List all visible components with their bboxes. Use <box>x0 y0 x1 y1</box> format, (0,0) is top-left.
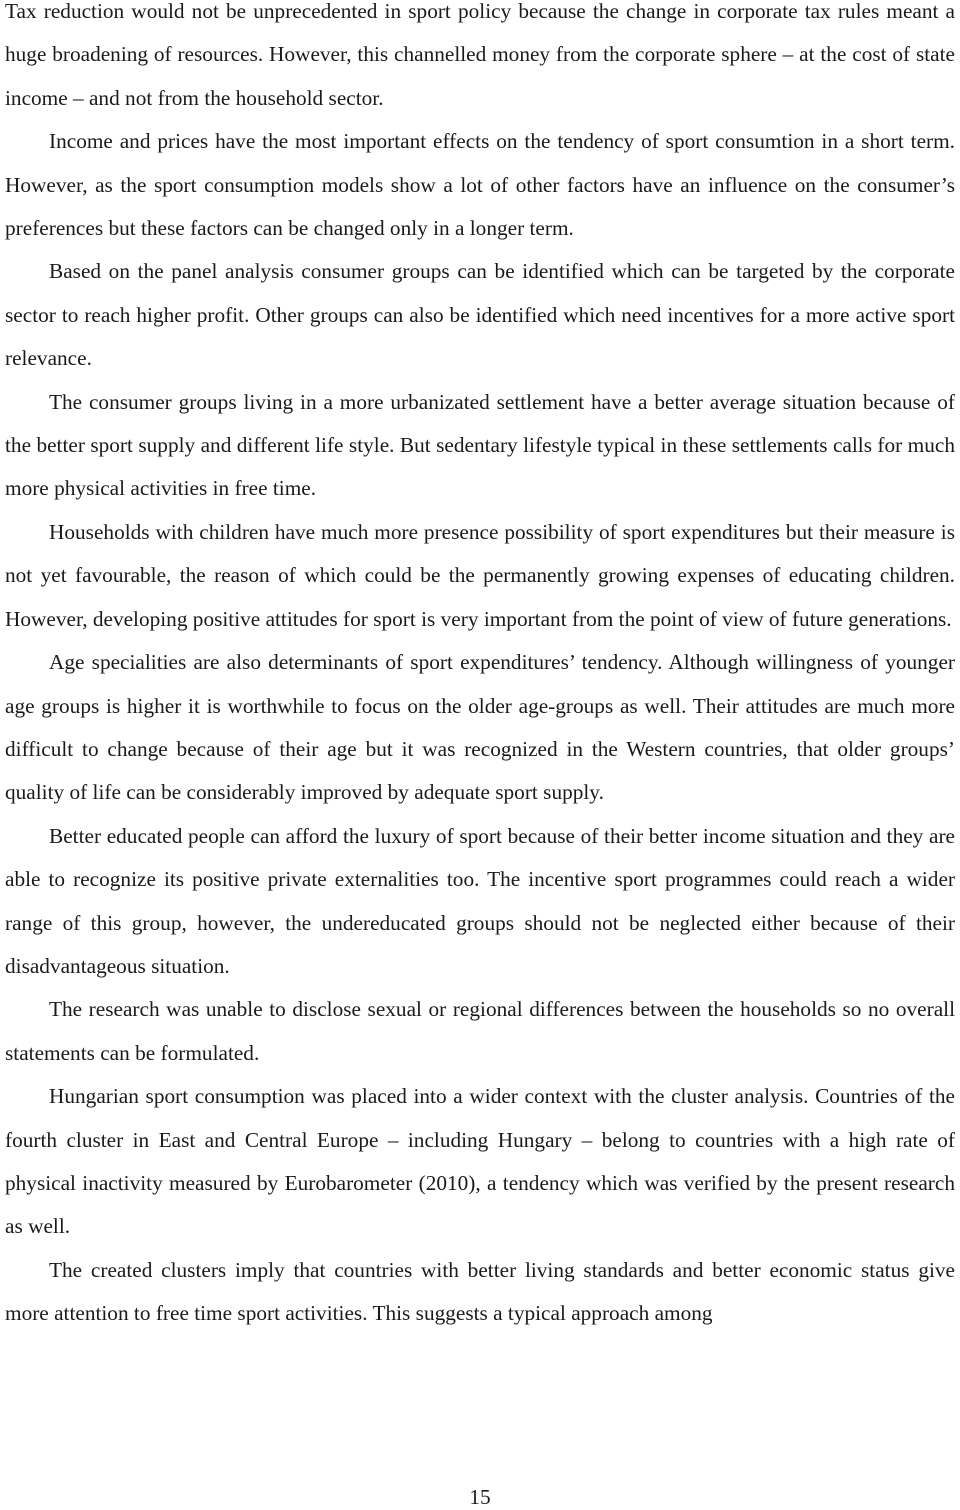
paragraph-households-children: Households with children have much more presence possibility of sport expenditures but their measure is not yet favourable, the reason of which could be the permanently growing expenses of educating children. However, developing positive attitudes for sport is very important from the point of view of future generations. <box>5 519 955 631</box>
paragraph-income-prices: Income and prices have the most important effects on the tendency of sport consumtion in a short term. However, as the sport consumption models show a lot of other factors have an influence on the consumer’s preferences but these factors can be changed only in a longer term. <box>5 129 955 241</box>
paragraph-education: Better educated people can afford the luxury of sport because of their better income situation and they are able to recognize its positive private externalities too. The incentive sport programmes could reach a wider range of this group, however, the undereducated groups should not be neglected either because of their disadvantageous situation. <box>5 823 955 978</box>
paragraph-panel-analysis: Based on the panel analysis consumer groups can be identified which can be targeted by the corporate sector to reach higher profit. Other groups can also be identified which need incentives for a more active sport relevance. <box>5 259 955 371</box>
paragraph-cluster-analysis: Hungarian sport consumption was placed into a wider context with the cluster analysis. Countries of the fourth cluster in East and Central Europe – including Hungary – belong to countries with a high rate of physical inactivity measured by Eurobarometer (2010), a tendency which was verified by the present research as well. <box>5 1084 955 1239</box>
paragraph-sexual-regional: The research was unable to disclose sexual or regional differences between the households so no overall statements can be formulated. <box>5 997 955 1065</box>
page-number: 15 <box>469 1485 491 1509</box>
paragraph-urban-groups: The consumer groups living in a more urbanizated settlement have a better average situation because of the better sport supply and different life style. But sedentary lifestyle typical in these settlements calls for much more physical activities in free time. <box>5 389 955 501</box>
document-page <box>5 0 955 1336</box>
paragraph-tax-reduction: Tax reduction would not be unprecedented in sport policy because the change in corporate tax rules meant a huge broadening of resources. However, this channelled money from the corporate sphere – at the cost of state income – and not from the household sector. <box>5 0 955 110</box>
paragraph-age-specialities: Age specialities are also determinants of sport expenditures’ tendency. Although willingness of younger age groups is higher it is worthwhile to focus on the older age-groups as well. Their attitudes are much more difficult to change because of their age but it was recognized in the Western countries, that older groups’ quality of life can be considerably improved by adequate sport supply. <box>5 650 955 805</box>
paragraph-created-clusters: The created clusters imply that countries with better living standards and better economic status give more attention to free time sport activities. This suggests a typical approach among <box>5 1257 955 1326</box>
